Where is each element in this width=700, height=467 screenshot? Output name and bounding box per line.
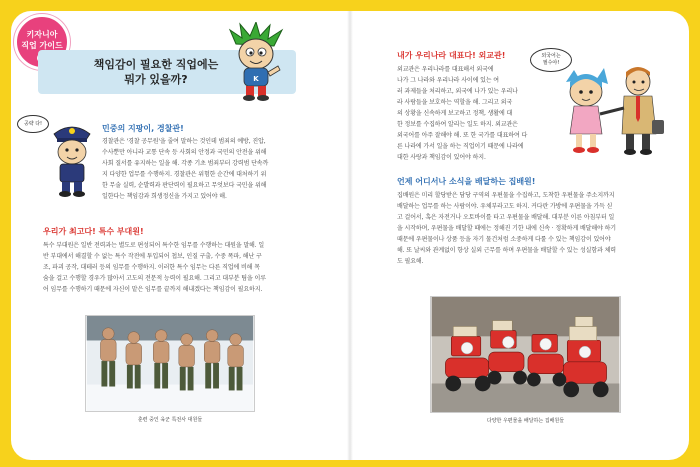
soldiers-photo-caption: 훈련 중인 육군 특전사 대원들	[137, 417, 203, 423]
badge-line1: 키자니아	[26, 30, 58, 39]
postman-line: 해. 또 날씨와 관계없이 항상 실외 근무를 하며 우편물을 배달할 수 있는 성실함과 체력	[397, 247, 616, 254]
badge-line2: 직업 가이드	[21, 41, 63, 50]
diplomat-line: 나가 그 나라와 우리나라 사이에 있는 여	[397, 77, 499, 84]
soldiers-training-photo	[85, 315, 255, 412]
diplomat-line: 라 사람들을 보호하는 역할을 해. 그리고 외국	[397, 99, 513, 106]
page-title	[66, 57, 246, 87]
diplomat-line: 외교관은 우리나라를 대표해서 외국에	[397, 66, 494, 73]
diplomat-paragraph	[397, 64, 557, 163]
special-line: 반 부대에서 해결할 수 없는 특수 작전에 투입되어 첩보, 인질 구출, 수중 폭파, 해난 구	[43, 253, 262, 260]
diplomat-handshake-illustration-icon	[560, 62, 670, 162]
special-forces-heading: 우리가 최고다! 특수 부대원!	[43, 227, 144, 236]
postman-heading: 언제 어디서나 소식을 배달하는 집배원!	[397, 177, 536, 186]
special-line: 숨을 걸고 수행할 경우가 많아서 고도의 전문적 능력이 필요해. 그리고 대부분 팀을 이루	[43, 275, 266, 282]
diplomat-line: 른 나라에 가서 일을 하는 직업이기 때문에 나라에	[397, 143, 524, 150]
postman-line: 배달하는 업무를 하는 사람이야. 우체부라고도 하지. 커다란 가방에 우편물을 가득 싣	[397, 203, 613, 210]
postmen-delivery-photo	[430, 296, 621, 413]
police-line: 한 무술 실력, 순발력과 판단력이 필요하고 무엇보다 국민을 위해	[102, 182, 267, 189]
diplomat-line: 의 상황을 신속하게 보고하고 정책, 생활에 대	[397, 110, 513, 117]
diplomat-line: 러 과제들을 처리하고, 외국에 나가 있는 우리나	[397, 88, 518, 95]
police-line: 경찰관은 '경찰 공무원'을 줄여 말하는 것인데 범죄의 예방, 진압,	[102, 138, 266, 145]
mascot-character-icon	[226, 22, 286, 102]
police-line: 사회 질서를 유지하는 일을 해. 각종 기초 범죄부터 강력범 단속까	[102, 160, 269, 167]
postman-line: 도 필요해.	[397, 258, 424, 265]
special-line: 특수 부대원은 일반 전력과는 별도로 편성되어 특수한 임무를 수행하는 대원을 말해. 일	[43, 242, 265, 249]
police-paragraph	[102, 136, 327, 202]
speech-bubble-right-line1: 외국어는	[541, 53, 561, 59]
title-line2: 뭐가 있을까?	[124, 73, 188, 86]
diplomat-heading: 내가 우리나라 대표다! 외교관!	[397, 51, 506, 60]
police-line: 지 다양한 업무를 수행하지. 경찰관은 위험한 순간에 대처하기 위	[102, 171, 267, 178]
title-line1: 책임감이 필요한 직업에는	[93, 58, 219, 71]
svg-text:K: K	[253, 75, 259, 83]
police-heading: 민중의 지팡이, 경찰관!	[102, 124, 184, 133]
police-line: 수사뿐만 아니라 교통 단속 등 사회의 안정과 국민의 안전을 위해	[102, 149, 267, 156]
special-line: 조, 파괴 공작, 대테러 등의 임무를 수행하지. 이러한 특수 임무는 다른 직업에 비해 목	[43, 264, 260, 271]
postman-paragraph	[397, 190, 677, 267]
speech-bubble-left-text: 공략 다!	[23, 121, 43, 127]
postman-line: 때문에 우편물이나 상품 등을 자기 물건처럼 소중하게 다룰 수 있는 책임감이 있어야	[397, 236, 611, 243]
diplomat-line: 대한 사랑과 책임감이 있어야 하지.	[397, 154, 486, 161]
diplomat-line: 외국어를 아주 잘해야 해. 또 한 국가를 대표하여 다	[397, 132, 528, 139]
special-forces-paragraph	[43, 240, 333, 295]
postman-line: 집배원은 미리 할당받은 담당 구역의 우편물을 수집하고, 도착한 우편물을 주소지까지	[397, 192, 615, 199]
special-line: 어 임무를 수행하기 때문에 자신이 맡은 임무를 끝까지 해내겠다는 책임감이 필요하지.	[43, 286, 263, 293]
diplomat-line: 한 정보를 수집하여 알리는 일도 하지. 외교관은	[397, 121, 518, 128]
police-character-icon	[44, 118, 100, 198]
police-line: 일한다는 책임감과 희생정신을 가지고 있어야 해.	[102, 193, 227, 200]
postman-line: 고 걸어서, 혹은 자전거나 오토바이를 타고 우편물을 배달해. 대부분 이른 아침부터 일	[397, 214, 615, 221]
page-gutter	[347, 11, 353, 460]
postman-line: 을 시작하며, 우편물을 배달할 때에는 정해진 기한 내에 신속 · 정확하게 배달해야 하기	[397, 225, 616, 232]
speech-bubble-right-line2: 필수야!	[542, 60, 560, 66]
postmen-photo-caption: 다양한 우편물을 배달하는 집배원들	[486, 418, 565, 424]
